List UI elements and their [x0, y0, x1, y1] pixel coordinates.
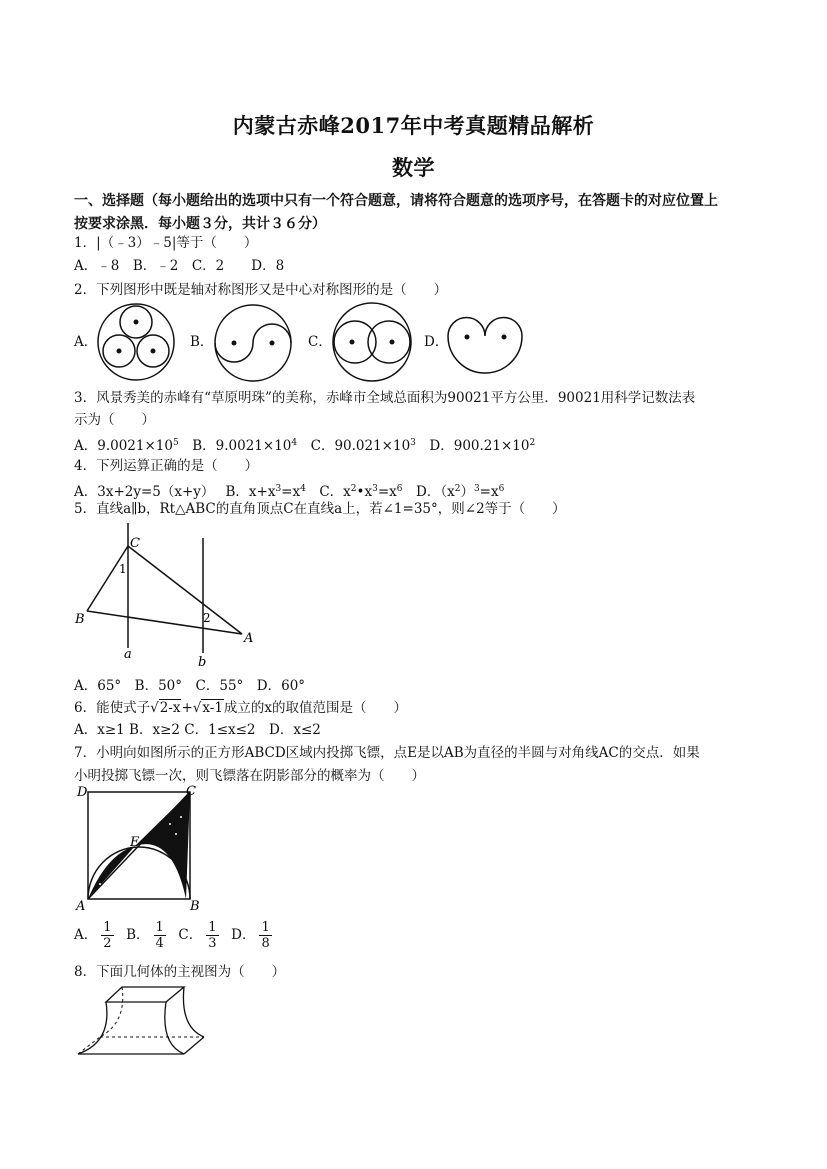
q4-exp-4: 3 — [372, 484, 378, 494]
q7-option-d-fraction — [259, 920, 271, 951]
fraction-numerator: 1 — [208, 920, 217, 935]
q7-label-d: D — [77, 785, 88, 800]
q7-option-c-fraction — [206, 920, 218, 951]
q6-text-pre: 6．能使式子 — [74, 700, 151, 716]
fraction-denominator: 4 — [155, 936, 164, 951]
q8-figure — [72, 982, 222, 1062]
q3-option-a: A．9.0021×10 — [74, 438, 173, 454]
q8-stem: 8．下面几何体的主视图为（ ） — [74, 964, 286, 980]
q3-option-c: C．90.021×10 — [297, 438, 411, 454]
q2-option-c-label: C． — [308, 334, 332, 350]
q7-option-d-label: D． — [231, 927, 256, 943]
q2-figure-b — [212, 302, 294, 384]
subject-title: 数学 — [392, 155, 435, 180]
q3-option-d-exp: 2 — [529, 438, 536, 448]
section-heading-line1: 一、选择题（每小题给出的选项中只有一个符合题意，请将符合题意的选项序号，在答题卡的对应位置上 — [74, 193, 718, 209]
q5-label-c: C — [130, 536, 140, 551]
q4-text-8: =x — [479, 484, 499, 500]
q5-label-line-a: a — [124, 647, 132, 662]
q4-exp-7: 3 — [473, 484, 480, 494]
q6-stem — [74, 699, 407, 717]
q3-stem-line1: 3．风景秀美的赤峰有“草原明珠”的美称，赤峰市全域总面积为90021平方公里．90021用科学记数法表 — [74, 390, 696, 406]
q3-option-b: B．9.0021×10 — [178, 438, 292, 454]
q5-label-1: 1 — [119, 562, 127, 576]
q4-exp-6: 2 — [454, 484, 461, 494]
fraction-numerator: 1 — [103, 920, 112, 935]
q5-stem: 5．直线a∥b，Rt△ABC的直角顶点C在直线a上，若∠1=35°，则∠2等于（ ） — [74, 501, 566, 517]
q1-options: A．﹣8 B．﹣2 C．2 D．8 — [74, 258, 285, 274]
fraction-numerator: 1 — [155, 920, 164, 935]
q4-exp-2: 4 — [300, 484, 306, 494]
q5-label-line-b: b — [198, 655, 207, 670]
q3-stem-line2: 示为（ ） — [74, 412, 155, 428]
q7-stem-line1: 7．小明向如图所示的正方形ABCD区域内投掷飞镖，点E是以AB为直径的半圆与对角线AC的交点．如果 — [74, 745, 700, 761]
q7-option-b-label: B． — [126, 927, 150, 943]
q4-exp-3: 2 — [350, 484, 357, 494]
q7-option-b-fraction — [154, 920, 166, 951]
q3-option-c-exp: 3 — [410, 438, 416, 448]
q2-figure-a — [94, 300, 180, 384]
q7-stem-line2: 小明投掷飞镖一次，则飞镖落在阴影部分的概率为（ ） — [74, 768, 425, 784]
q3-option-b-exp: 4 — [291, 438, 298, 448]
q2-option-d-label: D． — [424, 334, 449, 350]
q4-stem: 4．下列运算正确的是（ ） — [74, 458, 259, 474]
q5-figure — [70, 518, 270, 673]
q2-figure-c — [330, 300, 414, 384]
fraction-denominator: 2 — [103, 936, 112, 951]
q7-figure — [72, 784, 212, 914]
section-heading-line2: 按要求涂黑．每小题３分，共计３６分） — [74, 216, 326, 232]
q7-label-a: A — [76, 899, 86, 914]
sqrt-symbol: √ — [150, 700, 159, 716]
q1-stem: 1．|（﹣3）﹣5|等于（ ） — [74, 235, 258, 251]
q5-label-b: B — [75, 612, 85, 627]
q4-text-6: D．（x — [402, 484, 455, 500]
q7-option-c-label: C． — [178, 927, 203, 943]
q7-option-a-label: A． — [74, 927, 98, 943]
q3-option-d: D．900.21×10 — [415, 438, 530, 454]
q6-radicand-2: x-1 — [202, 700, 223, 716]
q6-options: A．x≥1 B．x≥2 C．1≤x≤2 D．x≤2 — [74, 722, 321, 738]
q4-options — [74, 480, 504, 501]
q2-stem: 2．下列图形中既是轴对称图形又是中心对称图形的是（ ） — [74, 282, 448, 298]
q6-plus: + — [181, 700, 193, 716]
q4-text-7: ） — [460, 484, 474, 500]
q6-radicand-1: 2-x — [159, 700, 181, 716]
q5-options: A．65° B．50° C．55° D．60° — [74, 678, 306, 694]
q4-text-1: A．3x+2y=5（x+y） B．x+x — [74, 484, 276, 500]
q4-text-5: =x — [377, 484, 397, 500]
q5-label-a-vertex: A — [244, 631, 254, 646]
q4-text-3: C．x — [305, 484, 351, 500]
q4-text-2: =x — [281, 484, 301, 500]
q7-options — [74, 920, 276, 951]
q2-option-b-label: B． — [190, 334, 214, 350]
fraction-numerator: 1 — [261, 920, 270, 935]
q2-figure-d — [444, 300, 526, 382]
q4-exp-8: 6 — [498, 484, 505, 494]
q4-exp-1: 3 — [275, 484, 282, 494]
sqrt-symbol: √ — [192, 700, 202, 716]
q7-option-a-fraction — [101, 920, 113, 951]
fraction-denominator: 3 — [208, 936, 217, 951]
q7-label-c: C — [186, 784, 196, 799]
q3-options — [74, 434, 535, 455]
q7-label-b: B — [190, 899, 200, 914]
q5-label-2: 2 — [203, 611, 211, 625]
page-title: 内蒙古赤峰2017年中考真题精品解析 — [232, 113, 595, 138]
fraction-denominator: 8 — [261, 936, 270, 951]
q4-text-4: •x — [356, 484, 373, 500]
q7-label-e: E — [130, 835, 140, 850]
q4-exp-5: 6 — [396, 484, 403, 494]
q6-text-post: 成立的x的取值范围是（ ） — [223, 700, 408, 716]
q3-option-a-exp: 5 — [172, 438, 179, 448]
q2-option-a-label: A． — [74, 334, 98, 350]
